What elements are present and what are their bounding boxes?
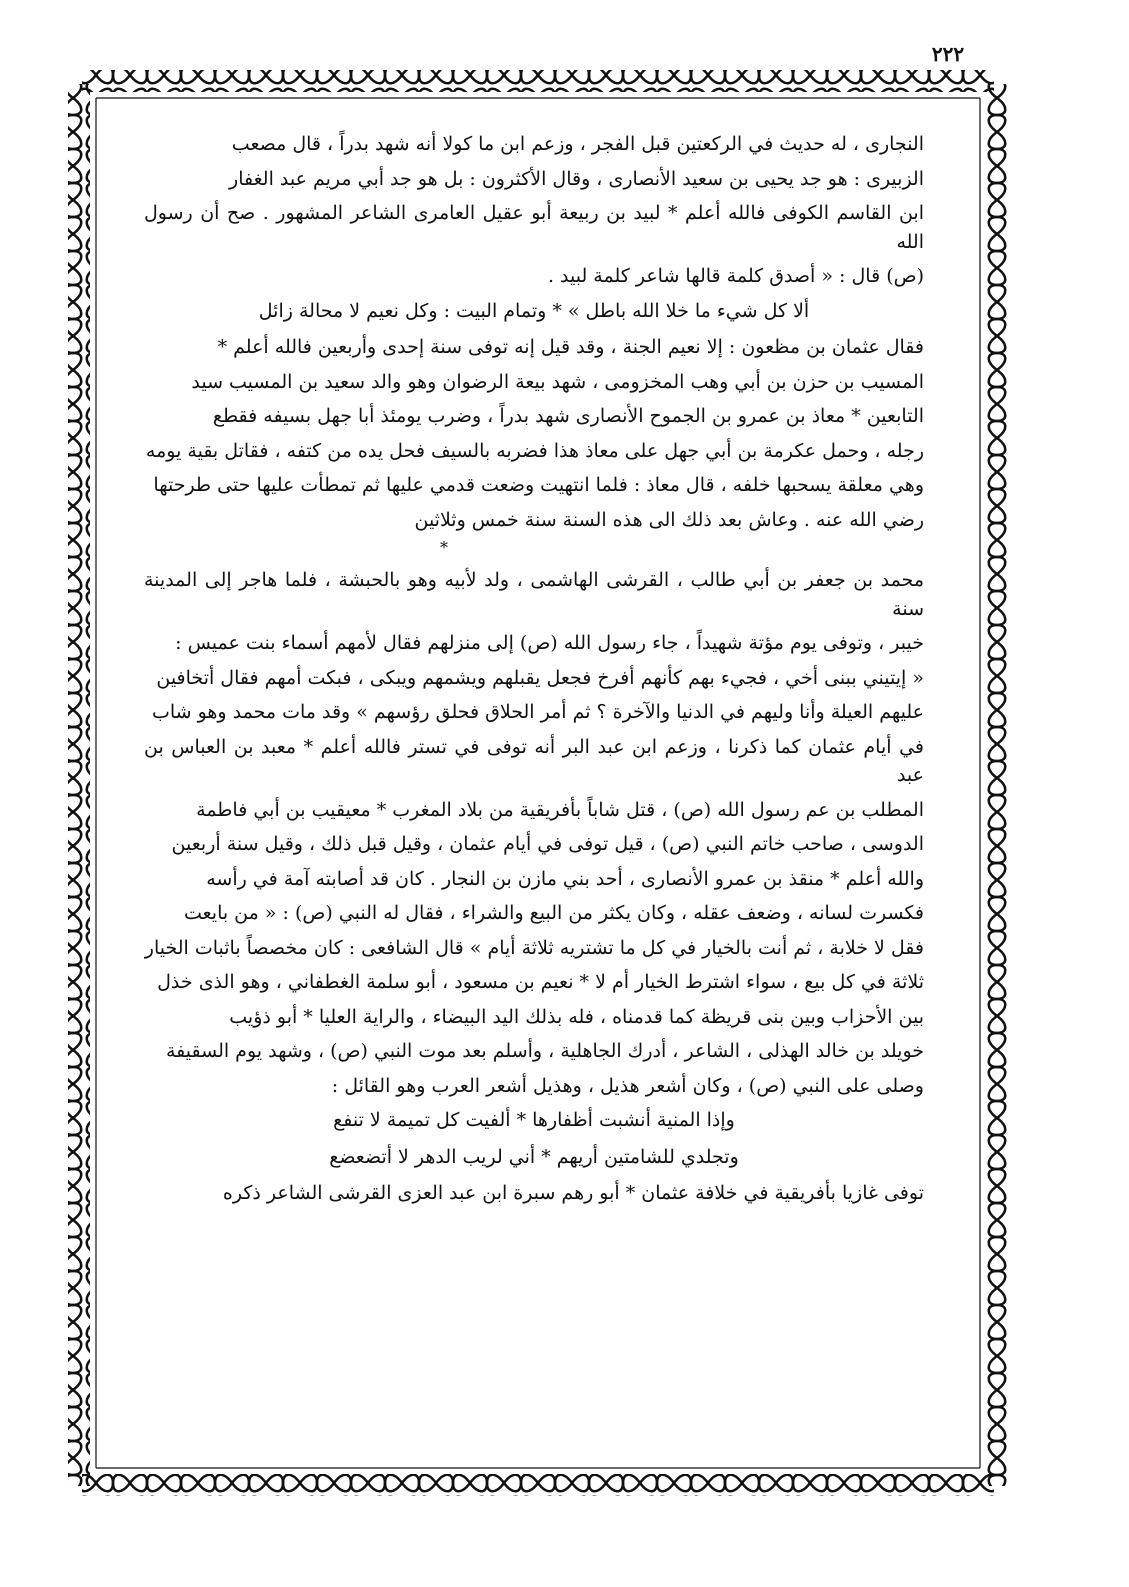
text-line: عليهم العيلة وأنا وليهم في الدنيا والآخرة ؟ ثم أمر الحلاق فحلق رؤسهم » وقد مات محمد وهو شاب: [151, 701, 924, 723]
text-line: رجله ، وحمل عكرمة بن أبي جهل على معاذ هذا فضربه بالسيف فحل يده من كتفه ، فقاتل بقية يومه: [145, 439, 924, 462]
poem-verse: وإذا المنية أنشبت أظفارها * ألفيت كل تميمة لا تنفع: [333, 1109, 735, 1131]
text-line: (ص) قال : « أصدق كلمة قالها شاعر كلمة لبيد .: [547, 265, 924, 287]
text-line: بين الأحزاب وبين بنى قريظة كما قدمناه ، فله بذلك اليد البيضاء ، والراية العليا * أبو ذؤيب: [229, 1005, 924, 1028]
star-mark: *: [440, 538, 448, 557]
text-line: وصلى على النبي (ص) ، وكان أشعر هذيل ، وهذيل أشعر العرب وهو القائل :: [331, 1074, 924, 1097]
page-number: ٢٢٢: [931, 42, 965, 66]
page-body: [144, 130, 924, 1420]
text-line: التابعين * معاذ بن عمرو بن الجموح الأنصارى شهد بدراً ، وضرب يومئذ أبا جهل بسيفه فقطع: [212, 405, 924, 427]
text-line: رضي الله عنه . وعاش بعد ذلك الى هذه السنة سنة خمس وثلاثين: [414, 508, 924, 531]
poem-verse: وتجلدي للشامتين أريهم * أني لريب الدهر لا أتضعضع: [329, 1145, 739, 1168]
text-line: ابن القاسم الكوفى فالله أعلم * لبيد بن ربيعة أبو عقيل العامرى الشاعر المشهور . صح أن رسول الله: [144, 202, 924, 253]
text-line: فقال عثمان بن مظعون : إلا نعيم الجنة ، وقد قيل إنه توفى سنة إحدى وأربعين فالله أعلم *: [217, 336, 924, 358]
text-line: الدوسى ، صاحب خاتم النبي (ص) ، قيل توفى في أيام عثمان ، وقيل قبل ذلك ، وقيل سنة أربعين: [171, 833, 924, 855]
text-line: المسيب بن حزن بن أبي وهب المخزومى ، شهد بيعة الرضوان وهو والد سعيد بن المسيب سيد: [191, 370, 924, 393]
text-line: فقل لا خلابة ، ثم أنت بالخيار في كل ما تشتريه ثلاثة أيام » قال الشافعى : كان مخصصاً باثبات الخيار: [144, 936, 924, 959]
text-line: المطلب بن عم رسول الله (ص) ، قتل شاباً بأفريقية من بلاد المغرب * معيقيب بن أبي فاطمة: [196, 798, 924, 821]
text-line: خيبر ، وتوفى يوم مؤتة شهيداً ، جاء رسول الله (ص) إلى منزلهم فقال لأمهم أسماء بنت عميس :: [175, 632, 924, 654]
text-line: محمد بن جعفر بن أبي طالب ، القرشى الهاشمى ، ولد لأبيه وهو بالحبشة ، فلما هاجر إلى المدينة سنة: [144, 569, 924, 620]
text-line: في أيام عثمان كما ذكرنا ، وزعم ابن عبد البر أنه توفى في تستر فالله أعلم * معبد بن العباس بن عبد: [144, 735, 924, 786]
text-line: فكسرت لسانه ، وضعف عقله ، وكان يكثر من البيع والشراء ، فقال له النبي (ص) : « من بايعت: [183, 902, 924, 924]
text-line: « إيتيني ببنى أخي ، فجيء بهم كأنهم أفرخ فجعل يقبلهم ويشمهم ويبكى ، فبكت أمهم فقال أتخافين: [156, 666, 924, 689]
text-line: خويلد بن خالد الهذلى ، الشاعر ، أدرك الجاهلية ، وأسلم بعد موت النبي (ص) ، وشهد يوم السقيفة: [165, 1040, 924, 1062]
final-line: توفى غازيا بأفريقية في خلافة عثمان * أبو رهم سبرة ابن عبد العزى القرشى الشاعر ذكره: [222, 1182, 924, 1204]
text-line: والله أعلم * منقذ بن عمرو الأنصارى ، أحد بني مازن بن النجار . كان قد أصابته آمة في رأسه: [206, 867, 924, 890]
text-line: ثلاثة في كل بيع ، سواء اشترط الخيار أم لا * نعيم بن مسعود ، أبو سلمة الغطفاني ، وهو الذى خذل: [157, 971, 924, 993]
text-line: وهي معلقة يسحبها خلفه ، قال معاذ : فلما انتهيت وضعت قدمي عليها ثم تمطأت عليها حتى طرحتها: [153, 474, 924, 496]
verse-line: ألا كل شيء ما خلا الله باطل » * وتمام البيت : وكل نعيم لا محالة زائل: [258, 299, 810, 322]
text-line: الزبيرى : هو جد يحيى بن سعيد الأنصارى ، وقال الأكثرون : بل هو جد أبي مريم عبد الغفار: [229, 167, 924, 190]
text-line: النجارى ، له حديث في الركعتين قبل الفجر ، وزعم ابن ما كولا أنه شهد بدراً ، قال مصعب: [231, 133, 924, 155]
